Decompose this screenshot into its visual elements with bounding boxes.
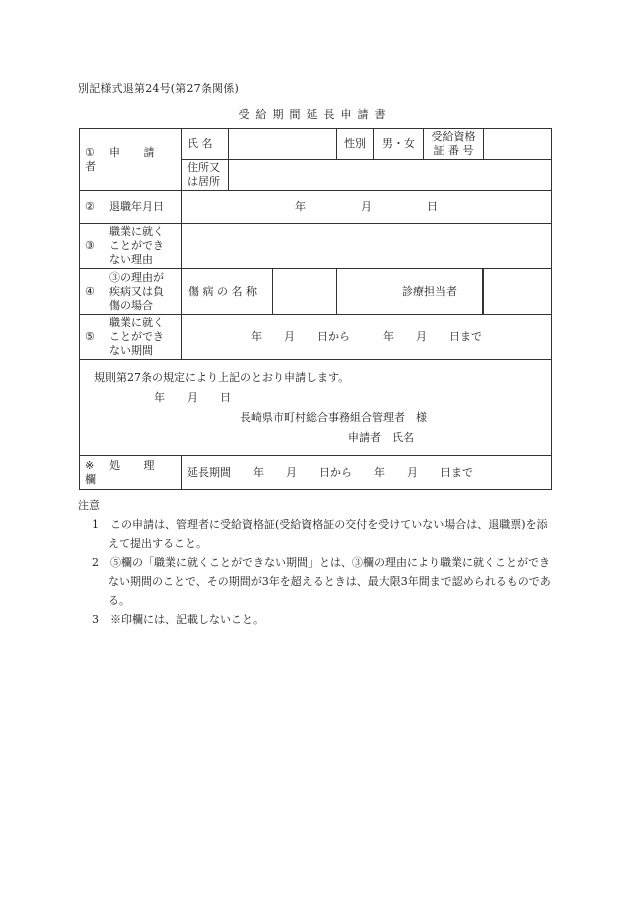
circled-number-4: ④	[85, 284, 95, 298]
gender-choice[interactable]: 男・女	[374, 129, 424, 160]
retirement-date-field[interactable]: 年 月 日	[182, 191, 552, 224]
name-field[interactable]	[229, 129, 337, 160]
cert-number-field[interactable]	[484, 129, 552, 160]
applicant-row-name	[80, 129, 552, 160]
period-label-line-3: ない期間	[109, 344, 153, 357]
address-label-line-2: は居所	[187, 175, 220, 188]
note-item-2: 2 ⑤欄の「職業に就くことができない期間」とは、③欄の理由により職業に就くことができない期間のことで、その期間が3年を超えるときは、最大限3年間まで認められるものである。	[92, 556, 551, 607]
period-row	[80, 315, 552, 360]
office-label-cell	[80, 456, 182, 490]
reason-label-line-2: ことができ	[109, 239, 164, 252]
disease-cell	[182, 269, 337, 315]
notes-section	[78, 496, 558, 629]
form-title: 受給期間延長申請書	[238, 108, 392, 121]
address-label	[182, 160, 229, 191]
retirement-date-label-cell	[80, 191, 182, 224]
cert-number-label	[424, 129, 484, 160]
period-label-cell	[80, 315, 182, 360]
doctor-cell	[337, 269, 484, 315]
circled-number-2: ②	[85, 200, 95, 213]
notes-heading: 注意	[78, 499, 100, 512]
illness-label-line-3: 傷の場合	[109, 298, 153, 312]
illness-label-line-2: 疾病又は負	[109, 284, 164, 298]
declaration-date[interactable]: 年 月 日	[154, 391, 231, 404]
office-label: 処 理 欄	[85, 458, 165, 486]
illness-label-cell	[80, 269, 182, 315]
office-use-row	[80, 456, 552, 490]
note-item-3: 3 ※印欄には、記載しないこと。	[92, 613, 264, 626]
declaration-statement: 規則第27条の規定により上記のとおり申請します。	[94, 371, 350, 384]
gender-label: 性別	[337, 129, 374, 160]
retirement-date-row	[80, 191, 552, 224]
applicant-label: 申 請 者	[85, 145, 165, 173]
reason-field[interactable]	[182, 224, 552, 269]
address-field[interactable]	[229, 160, 552, 191]
application-form-table	[79, 128, 552, 490]
illness-row	[80, 269, 552, 315]
reason-label-cell	[80, 224, 182, 269]
doctor-field[interactable]	[484, 269, 552, 315]
period-label-line-1: 職業に就く	[109, 316, 164, 329]
declaration-cell	[80, 360, 552, 456]
reason-label-line-1: 職業に就く	[109, 225, 164, 238]
note-item-1: 1 この申請は、管理者に受給資格証(受給資格証の交付を受けていない場合は、退職票)を添えて提出すること。	[92, 518, 548, 550]
declaration-applicant[interactable]: 申請者 氏名	[348, 431, 414, 444]
circled-number-1: ①	[85, 145, 95, 159]
applicant-label-cell	[80, 129, 182, 191]
form-number-header: 別記様式退第24号(第27条関係)	[78, 82, 239, 95]
office-mark: ※	[85, 458, 95, 472]
declaration-row	[80, 360, 552, 456]
address-label-line-1: 住所又	[187, 161, 220, 174]
cert-label-line-2: 証 番 号	[433, 144, 474, 157]
period-field[interactable]: 年 月 日から 年 月 日まで	[182, 315, 552, 360]
disease-name-field[interactable]	[273, 269, 336, 314]
reason-row	[80, 224, 552, 269]
cert-label-line-1: 受給資格	[431, 130, 476, 143]
retirement-date-label: 退職年月日	[109, 200, 164, 213]
doctor-label: 診療担当者	[394, 269, 483, 314]
circled-number-5: ⑤	[85, 330, 95, 343]
illness-label-line-1: ③の理由が	[109, 270, 164, 284]
declaration-addressee: 長崎県市町村総合事務組合管理者 様	[240, 411, 427, 424]
extension-field: 延長期間 年 月 日から 年 月 日まで	[182, 456, 552, 490]
period-label-line-2: ことができ	[109, 330, 164, 343]
doctor-spacer	[337, 269, 394, 314]
circled-number-3: ③	[85, 239, 95, 252]
reason-label-line-3: ない理由	[109, 253, 153, 266]
disease-name-label: 傷 病 の 名 称	[182, 269, 273, 314]
name-label: 氏 名	[182, 129, 229, 160]
